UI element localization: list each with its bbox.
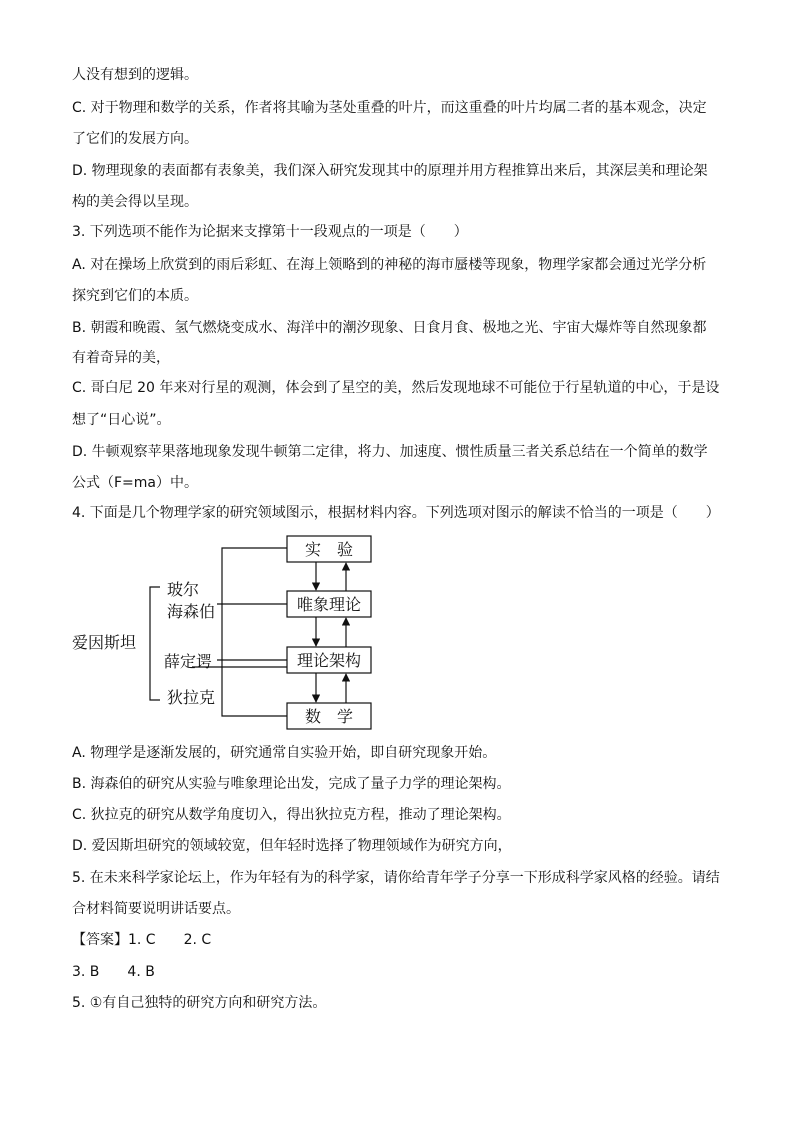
option-b-text: B. 朝霞和晚霞、氢气燃烧变成水、海洋中的潮汐现象、日食月食、极地之光、宇宙大爆炸等自然现象都 <box>72 320 707 336</box>
box-label: 数 学 <box>304 707 354 726</box>
option-d-text: D. 牛顿观察苹果落地现象发现牛顿第二定律，将力、加速度、惯性质量三者关系总结在一个简单的数学 <box>72 444 708 460</box>
option-c-text: C. 哥白尼 20 年来对行星的观测，体会到了星空的美，然后发现地球不可能位于行星轨道的中心，于是设 <box>72 380 720 396</box>
text-line: 构的美会得以呈现。 <box>72 194 198 210</box>
option-a-text: A. 对在操场上欣赏到的雨后彩虹、在海上领略到的神秘的海市蜃楼等现象，物理学家都会通过光学分析 <box>72 257 707 273</box>
option-c-text: C. 狄拉克的研究从数学角度切入，得出狄拉克方程，推动了理论架构。 <box>72 807 511 823</box>
question-4: 4. 下面是几个物理学家的研究领域图示，根据材料内容。下列选项对图示的解读不恰当的一项是（ ） <box>72 505 720 521</box>
option-a-text: A. 物理学是逐渐发展的，研究通常自实验开始，即自研究现象开始。 <box>72 745 497 761</box>
physicist-label: 玻尔 <box>167 580 200 599</box>
question-3: 3. 下列选项不能作为论据来支撑第十一段观点的一项是（ ） <box>72 224 468 240</box>
option-c-text: C. 对于物理和数学的关系，作者将其喻为茎处重叠的叶片，而这重叠的叶片均属二者的基本观念，决定 <box>72 100 707 116</box>
text-line: 合材料简要说明讲话要点。 <box>72 901 240 917</box>
answer-line <box>72 930 211 950</box>
physicist-label: 薛定谔 <box>164 652 213 671</box>
physicist-label: 狄拉克 <box>167 688 216 707</box>
text-line: 了它们的发展方向。 <box>72 131 198 147</box>
option-b-text: B. 海森伯的研究从实验与唯象理论出发，完成了量子力学的理论架构。 <box>72 776 511 792</box>
answer-tag: 【答案】 <box>72 932 128 948</box>
physicists-research-diagram <box>72 535 392 735</box>
text-line: 有着奇异的美， <box>72 350 170 366</box>
text-line: 公式（F=ma）中。 <box>72 475 198 491</box>
question-5: 5. 在未来科学家论坛上，作为年轻有为的科学家，请你给青年学子分享一下形成科学家风格的经验。请结 <box>72 870 720 886</box>
text-line: 想了“日心说”。 <box>72 412 171 428</box>
answer-values: 1. C 2. C <box>128 932 212 948</box>
text-line: 探究到它们的本质。 <box>72 288 198 304</box>
physicist-label: 爱因斯坦 <box>72 633 137 652</box>
einstein-bracket <box>150 587 160 700</box>
physicist-label: 海森伯 <box>167 602 216 621</box>
answer-line: 3. B 4. B <box>72 964 155 980</box>
text-line: 人没有想到的逻辑。 <box>72 67 198 83</box>
answer-line: 5. ①有自己独特的研究方向和研究方法。 <box>72 995 327 1011</box>
option-d-text: D. 物理现象的表面都有表象美，我们深入研究发现其中的原理并用方程推算出来后，其深层美和理论架 <box>72 163 708 179</box>
box-label: 理论架构 <box>296 651 362 670</box>
box-label: 唯象理论 <box>296 595 362 614</box>
box-label: 实 验 <box>304 540 354 559</box>
option-d-text: D. 爱因斯坦研究的领域较宽，但年轻时选择了物理领域作为研究方向， <box>72 838 512 854</box>
einstein-range-line <box>222 548 287 716</box>
